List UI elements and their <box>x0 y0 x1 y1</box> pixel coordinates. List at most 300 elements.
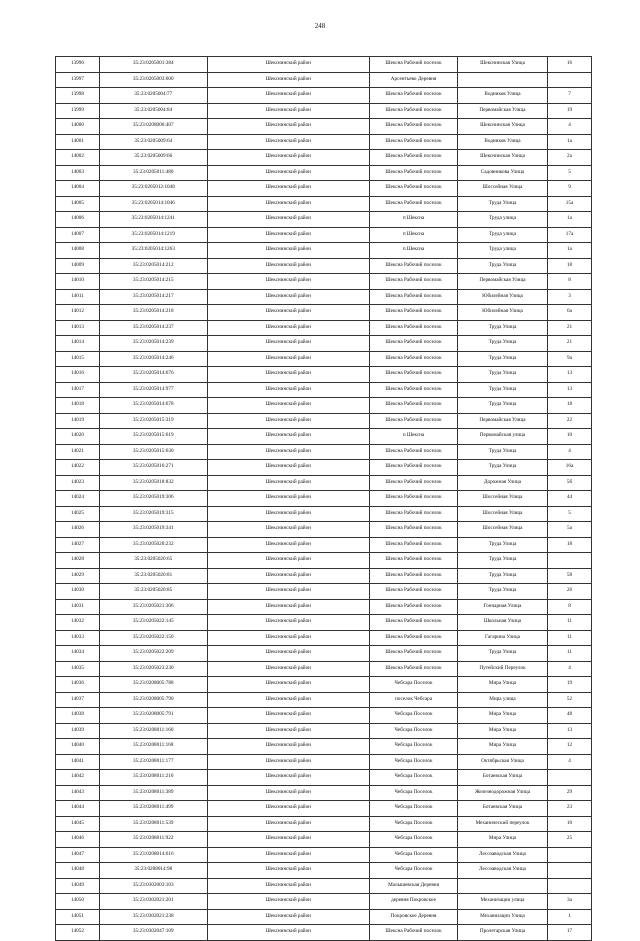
district: Шекснинский район <box>207 925 370 941</box>
table-row <box>56 444 592 460</box>
locality: Покровское Деревня <box>370 909 458 925</box>
locality: Шексна Рабочий поселок <box>370 258 458 274</box>
locality: Шексна Рабочий поселок <box>370 568 458 584</box>
locality: Шексна Рабочий поселок <box>370 925 458 941</box>
house-number: 3а <box>548 894 592 910</box>
table-row <box>56 103 592 119</box>
district: Шекснинский район <box>207 165 370 181</box>
locality: Шексна Рабочий поселок <box>370 615 458 631</box>
table-row <box>56 863 592 879</box>
row-number: 14005 <box>56 196 100 212</box>
street: Труда улица <box>457 243 547 259</box>
locality: Шексна Рабочий поселок <box>370 165 458 181</box>
table-row <box>56 661 592 677</box>
district: Шекснинский район <box>207 739 370 755</box>
district: Шекснинский район <box>207 568 370 584</box>
table-row <box>56 801 592 817</box>
locality: Шексна Рабочий поселок <box>370 119 458 135</box>
cadastral-number: 35:23:0208011:539 <box>99 816 207 832</box>
house-number: 2а <box>548 150 592 166</box>
street: Механизации улица <box>457 894 547 910</box>
row-number: 14032 <box>56 615 100 631</box>
district: Шекснинский район <box>207 258 370 274</box>
cadastral-number: 35:23:0205011:480 <box>99 165 207 181</box>
house-number: 1а <box>548 134 592 150</box>
table-row <box>56 165 592 181</box>
district: Шекснинский район <box>207 553 370 569</box>
table-row <box>56 708 592 724</box>
table-row <box>56 832 592 848</box>
locality: п Шексна <box>370 212 458 228</box>
district: Шекснинский район <box>207 413 370 429</box>
locality: Шексна Рабочий поселок <box>370 661 458 677</box>
district: Шекснинский район <box>207 615 370 631</box>
row-number: 14017 <box>56 382 100 398</box>
row-number: 14036 <box>56 677 100 693</box>
locality: Чебсара Поселок <box>370 723 458 739</box>
house-number: 44 <box>548 491 592 507</box>
street: Путейский Переулок <box>457 661 547 677</box>
street: Мира улица <box>457 692 547 708</box>
house-number: 13 <box>548 367 592 383</box>
district: Шекснинский район <box>207 57 370 73</box>
row-number: 14051 <box>56 909 100 925</box>
street: Мира Улица <box>457 832 547 848</box>
district: Шекснинский район <box>207 150 370 166</box>
row-number: 14021 <box>56 444 100 460</box>
street: Шоссейная Улица <box>457 491 547 507</box>
house-number: 12 <box>548 739 592 755</box>
table-row <box>56 320 592 336</box>
house-number: 4 <box>548 661 592 677</box>
locality: Шексна Рабочий поселок <box>370 196 458 212</box>
row-number: 14011 <box>56 289 100 305</box>
street: Дорожная Улица <box>457 475 547 491</box>
house-number: 16а <box>548 460 592 476</box>
locality: Шексна Рабочий поселок <box>370 646 458 662</box>
house-number: 18 <box>548 398 592 414</box>
row-number: 14026 <box>56 522 100 538</box>
cadastral-number: 35:23:0302021:201 <box>99 894 207 910</box>
street: Шоссейная Улица <box>457 181 547 197</box>
cadastral-number: 35:23:0208011:210 <box>99 770 207 786</box>
cadastral-number: 35:23:0208005:790 <box>99 692 207 708</box>
locality: Чебсара Поселок <box>370 847 458 863</box>
cadastral-number: 35:23:0205014:977 <box>99 382 207 398</box>
locality: Шексна Рабочий поселок <box>370 444 458 460</box>
house-number: 11 <box>548 630 592 646</box>
row-number: 13998 <box>56 88 100 104</box>
row-number: 14020 <box>56 429 100 445</box>
table-row <box>56 615 592 631</box>
street: Труда Улица <box>457 351 547 367</box>
district: Шекснинский район <box>207 88 370 104</box>
house-number: 4 <box>548 119 592 135</box>
house-number: 5а <box>548 522 592 538</box>
table-row <box>56 57 592 73</box>
house-number: 1 <box>548 909 592 925</box>
street: Шекснинская Улица <box>457 57 547 73</box>
house-number: 6а <box>548 305 592 321</box>
cadastral-number: 35:23:0205019:341 <box>99 522 207 538</box>
table-row <box>56 816 592 832</box>
cadastral-number: 35:23:0205014:676 <box>99 367 207 383</box>
cadastral-number: 35:23:0208014:98 <box>99 863 207 879</box>
row-number: 14048 <box>56 863 100 879</box>
street: Школьная Улица <box>457 615 547 631</box>
house-number: 9 <box>548 181 592 197</box>
locality: Шексна Рабочий поселок <box>370 351 458 367</box>
cadastral-number: 35:23:0205014:218 <box>99 305 207 321</box>
cadastral-number: 35:23:0205001:384 <box>99 57 207 73</box>
table-row <box>56 506 592 522</box>
row-number: 14040 <box>56 739 100 755</box>
cadastral-number: 35:23:0205022:145 <box>99 615 207 631</box>
house-number: 5б <box>548 475 592 491</box>
locality: Шексна Рабочий поселок <box>370 320 458 336</box>
district: Шекснинский район <box>207 522 370 538</box>
table-row <box>56 878 592 894</box>
street: Труда Улица <box>457 646 547 662</box>
row-number: 14043 <box>56 785 100 801</box>
locality: Шексна Рабочий поселок <box>370 57 458 73</box>
house-number: 18 <box>548 258 592 274</box>
district: Шекснинский район <box>207 863 370 879</box>
district: Шекснинский район <box>207 816 370 832</box>
locality: Шексна Рабочий поселок <box>370 413 458 429</box>
house-number: 21 <box>548 336 592 352</box>
row-number: 14034 <box>56 646 100 662</box>
locality: Шексна Рабочий поселок <box>370 134 458 150</box>
street: Пролетарская Улица <box>457 925 547 941</box>
street: Юбилейная Улица <box>457 289 547 305</box>
cadastral-number: 35:23:0208014:616 <box>99 847 207 863</box>
table-row <box>56 119 592 135</box>
street: Первомайская улица <box>457 429 547 445</box>
cadastral-number: 35:23:0208011:160 <box>99 723 207 739</box>
house-number: 1а <box>548 212 592 228</box>
row-number: 14013 <box>56 320 100 336</box>
street: Труда Улица <box>457 196 547 212</box>
row-number: 14046 <box>56 832 100 848</box>
district: Шекснинский район <box>207 878 370 894</box>
cadastral-number: 35:23:0205021:306 <box>99 599 207 615</box>
row-number: 14008 <box>56 243 100 259</box>
street: Шекснинская Улица <box>457 119 547 135</box>
cadastral-number: 35:23:0205014:1046 <box>99 196 207 212</box>
row-number: 14022 <box>56 460 100 476</box>
table-row <box>56 692 592 708</box>
locality: Шексна Рабочий поселок <box>370 274 458 290</box>
row-number: 14050 <box>56 894 100 910</box>
street: Садовникова Улица <box>457 165 547 181</box>
row-number: 14023 <box>56 475 100 491</box>
locality: Шексна Рабочий поселок <box>370 491 458 507</box>
cadastral-number: 35:23:0205014:1219 <box>99 227 207 243</box>
table-row <box>56 181 592 197</box>
table-row <box>56 522 592 538</box>
house-number: 17 <box>548 925 592 941</box>
cadastral-number: 35:23:0205012:1048 <box>99 181 207 197</box>
street: Труда Улица <box>457 398 547 414</box>
table-row <box>56 351 592 367</box>
table-row <box>56 630 592 646</box>
table-row <box>56 754 592 770</box>
row-number: 14030 <box>56 584 100 600</box>
row-number: 14045 <box>56 816 100 832</box>
table-row <box>56 460 592 476</box>
cadastral-number: 35:23:0205023:230 <box>99 661 207 677</box>
row-number: 14039 <box>56 723 100 739</box>
row-number: 14009 <box>56 258 100 274</box>
district: Шекснинский район <box>207 754 370 770</box>
locality: Шексна Рабочий поселок <box>370 553 458 569</box>
cadastral-number: 35:23:0205020:65 <box>99 553 207 569</box>
district: Шекснинский район <box>207 491 370 507</box>
street: Мира Улица <box>457 723 547 739</box>
table-row <box>56 568 592 584</box>
house-number: 48 <box>548 708 592 724</box>
row-number: 14029 <box>56 568 100 584</box>
district: Шекснинский район <box>207 134 370 150</box>
locality: Чебсара Поселок <box>370 785 458 801</box>
cadastral-number: 35:23:0205014:239 <box>99 336 207 352</box>
house-number: 4 <box>548 754 592 770</box>
district: Шекснинский район <box>207 212 370 228</box>
row-number: 14035 <box>56 661 100 677</box>
house-number <box>548 770 592 786</box>
cadastral-number: 35:23:0205003:600 <box>99 72 207 88</box>
row-number: 14038 <box>56 708 100 724</box>
locality: Чебсара Поселок <box>370 754 458 770</box>
table-row <box>56 599 592 615</box>
street <box>457 878 547 894</box>
street: Труда Улица <box>457 568 547 584</box>
cadastral-number: 35:23:0205015:619 <box>99 429 207 445</box>
street: Труда Улица <box>457 444 547 460</box>
house-number: 19 <box>548 677 592 693</box>
street: Ботаевская Улица <box>457 770 547 786</box>
cadastral-number: 35:23:0205020:81 <box>99 568 207 584</box>
district: Шекснинский район <box>207 801 370 817</box>
cadastral-number: 35:23:0205019:306 <box>99 491 207 507</box>
cadastral-number: 35:23:0205014:1263 <box>99 243 207 259</box>
row-number: 14006 <box>56 212 100 228</box>
table-row <box>56 212 592 228</box>
row-number: 14016 <box>56 367 100 383</box>
table-row <box>56 677 592 693</box>
locality: Шексна Рабочий поселок <box>370 599 458 615</box>
house-number: 18 <box>548 537 592 553</box>
street: Труда Улица <box>457 553 547 569</box>
district: Шекснинский район <box>207 227 370 243</box>
house-number <box>548 878 592 894</box>
table-row <box>56 258 592 274</box>
house-number: 5 <box>548 506 592 522</box>
house-number: 16 <box>548 57 592 73</box>
row-number: 14042 <box>56 770 100 786</box>
street: Мира Улица <box>457 708 547 724</box>
house-number <box>548 72 592 88</box>
district: Шекснинский район <box>207 181 370 197</box>
row-number: 14007 <box>56 227 100 243</box>
street: Труда Улица <box>457 382 547 398</box>
table-row <box>56 196 592 212</box>
locality: Чебсара Поселок <box>370 832 458 848</box>
house-number <box>548 847 592 863</box>
cadastral-number: 35:23:0205022:209 <box>99 646 207 662</box>
table-row <box>56 134 592 150</box>
row-number: 14019 <box>56 413 100 429</box>
house-number: 13 <box>548 723 592 739</box>
street: Октябрьская Улица <box>457 754 547 770</box>
table-row <box>56 72 592 88</box>
district: Шекснинский район <box>207 646 370 662</box>
street: Труда Улица <box>457 336 547 352</box>
district: Шекснинский район <box>207 243 370 259</box>
cadastral-number: 35:23:0205014:246 <box>99 351 207 367</box>
district: Шекснинский район <box>207 382 370 398</box>
street: Труда улица <box>457 212 547 228</box>
row-number: 14031 <box>56 599 100 615</box>
table-row <box>56 770 592 786</box>
house-number: 58 <box>548 568 592 584</box>
cadastral-number: 35:23:0205014:212 <box>99 258 207 274</box>
table-row <box>56 475 592 491</box>
row-number: 13997 <box>56 72 100 88</box>
locality: Шексна Рабочий поселок <box>370 382 458 398</box>
district: Шекснинский район <box>207 475 370 491</box>
district: Шекснинский район <box>207 196 370 212</box>
locality: Чебсара Поселок <box>370 816 458 832</box>
locality: Шексна Рабочий поселок <box>370 630 458 646</box>
street: Труда Улица <box>457 367 547 383</box>
locality: Шексна Рабочий поселок <box>370 522 458 538</box>
cadastral-number: 35:23:0205014:215 <box>99 274 207 290</box>
house-number: 7 <box>548 88 592 104</box>
row-number: 14028 <box>56 553 100 569</box>
district: Шекснинский район <box>207 289 370 305</box>
locality: Чебсара Поселок <box>370 708 458 724</box>
table-row <box>56 723 592 739</box>
street: Шекснинская Улица <box>457 150 547 166</box>
district: Шекснинский район <box>207 351 370 367</box>
house-number: 8 <box>548 599 592 615</box>
district: Шекснинский район <box>207 708 370 724</box>
street: Юбилейная Улица <box>457 305 547 321</box>
table-row <box>56 289 592 305</box>
cadastral-number: 35:23:0208005:791 <box>99 708 207 724</box>
table-row <box>56 646 592 662</box>
cadastral-number: 35:23:0205022:150 <box>99 630 207 646</box>
table-row <box>56 909 592 925</box>
table-row <box>56 785 592 801</box>
street: Первомайская Улица <box>457 274 547 290</box>
locality: Шексна Рабочий поселок <box>370 537 458 553</box>
table-row <box>56 537 592 553</box>
locality: Шексна Рабочий поселок <box>370 584 458 600</box>
row-number: 14000 <box>56 119 100 135</box>
locality: Шексна Рабочий поселок <box>370 460 458 476</box>
locality: Шексна Рабочий поселок <box>370 506 458 522</box>
row-number: 14002 <box>56 150 100 166</box>
locality: поселок Чебсара <box>370 692 458 708</box>
table-row <box>56 491 592 507</box>
page-number: 248 <box>314 22 326 30</box>
district: Шекснинский район <box>207 119 370 135</box>
district: Шекснинский район <box>207 537 370 553</box>
row-number: 14024 <box>56 491 100 507</box>
cadastral-number: 35:23:0208011:922 <box>99 832 207 848</box>
street: Труда Улица <box>457 537 547 553</box>
locality: Шексна Рабочий поселок <box>370 289 458 305</box>
street: Шоссейная Улица <box>457 506 547 522</box>
street: Труда Улица <box>457 460 547 476</box>
district: Шекснинский район <box>207 506 370 522</box>
street: Первомайская Улица <box>457 103 547 119</box>
cadastral-number: 35:23:0208011:499 <box>99 801 207 817</box>
locality: деревня Покровское <box>370 894 458 910</box>
district: Шекснинский район <box>207 429 370 445</box>
street: Лесозаводская Улица <box>457 863 547 879</box>
table-row <box>56 150 592 166</box>
district: Шекснинский район <box>207 584 370 600</box>
cadastral-number: 35:23:0208011:177 <box>99 754 207 770</box>
row-number: 14015 <box>56 351 100 367</box>
locality: Шексна Рабочий поселок <box>370 305 458 321</box>
district: Шекснинский район <box>207 305 370 321</box>
table-row <box>56 274 592 290</box>
locality: Чебсара Поселок <box>370 863 458 879</box>
cadastral-number: 35:23:0205014:237 <box>99 320 207 336</box>
district: Шекснинский район <box>207 320 370 336</box>
locality: п Шексна <box>370 227 458 243</box>
table-row <box>56 227 592 243</box>
street: Лесозаводская Улица <box>457 847 547 863</box>
street <box>457 72 547 88</box>
house-number: 29 <box>548 785 592 801</box>
street: Мира Улица <box>457 677 547 693</box>
cadastral-number: 35:23:0208006:407 <box>99 119 207 135</box>
row-number: 14001 <box>56 134 100 150</box>
cadastral-number: 35:23:0205015:630 <box>99 444 207 460</box>
table-row <box>56 429 592 445</box>
row-number: 14041 <box>56 754 100 770</box>
house-number: 9а <box>548 351 592 367</box>
street: Водников Улица <box>457 134 547 150</box>
row-number: 13999 <box>56 103 100 119</box>
locality: Чебсара Поселок <box>370 739 458 755</box>
row-number: 14004 <box>56 181 100 197</box>
district: Шекснинский район <box>207 599 370 615</box>
row-number: 14027 <box>56 537 100 553</box>
district: Шекснинский район <box>207 336 370 352</box>
house-number: 8 <box>548 274 592 290</box>
property-table <box>55 56 592 941</box>
row-number: 14018 <box>56 398 100 414</box>
locality: Шексна Рабочий поселок <box>370 88 458 104</box>
district: Шекснинский район <box>207 661 370 677</box>
house-number: 22 <box>548 413 592 429</box>
district: Шекснинский район <box>207 770 370 786</box>
district: Шекснинский район <box>207 692 370 708</box>
street: Труда улица <box>457 227 547 243</box>
table-row <box>56 336 592 352</box>
house-number: 15а <box>548 196 592 212</box>
row-number: 14012 <box>56 305 100 321</box>
house-number: 23 <box>548 801 592 817</box>
row-number: 14037 <box>56 692 100 708</box>
